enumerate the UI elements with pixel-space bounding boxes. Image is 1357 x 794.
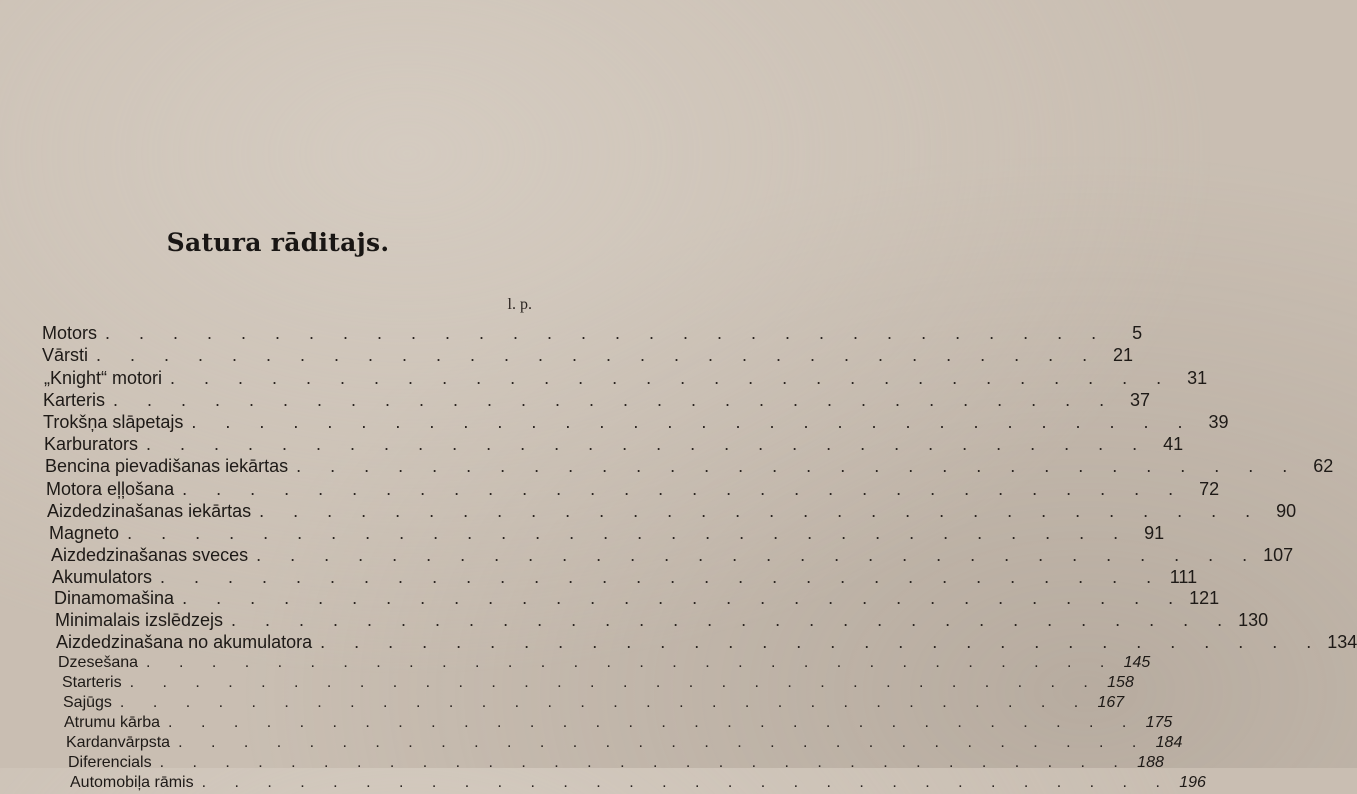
dot-leader: . . . . . . . . . . . . . . . . . . . . . . . . . . . . . .: [182, 588, 1186, 608]
toc-entry-label: Diferencials: [68, 754, 152, 771]
toc-entry: [51, 544, 1294, 566]
toc-entry-page: 188: [1137, 754, 1164, 771]
toc-entry-page: 111: [1169, 567, 1198, 587]
toc-entry-label: Starteris: [62, 674, 122, 691]
toc-entry-label: Karteris: [43, 390, 106, 410]
dot-leader: . . . . . . . . . . . . . . . . . . . . . . . . . . . . . .: [231, 610, 1235, 630]
toc-entry-page: 130: [1238, 610, 1269, 630]
toc-entry-label: Aizdedzinašanas iekārtas: [47, 501, 252, 521]
dot-leader: . . . . . . . . . . . . . . . . . . . . . . . . . . . . . .: [127, 523, 1131, 543]
dot-leader: . . . . . . . . . . . . . . . . . . . . . . . . . . . . . .: [96, 345, 1100, 365]
toc-entry: [56, 631, 1357, 653]
dot-leader: . . . . . . . . . . . . . . . . . . . . . . . . . . . . . .: [256, 545, 1260, 565]
dot-leader: . . . . . . . . . . . . . . . . . . . . . . . . . . . . . .: [170, 368, 1174, 388]
toc-entry-page: 121: [1189, 588, 1220, 608]
toc-entry-label: Sajūgs: [63, 694, 112, 711]
dot-leader: . . . . . . . . . . . . . . . . . . . . . . . . . . . . . .: [178, 734, 1149, 751]
toc-entry-page: 158: [1107, 674, 1134, 691]
toc-entry-label: Vārsti: [42, 345, 89, 365]
toc-entry-label: Karburators: [44, 434, 139, 454]
dot-leader: . . . . . . . . . . . . . . . . . . . . . . . . . . . . . .: [159, 754, 1130, 771]
toc-entry-label: Magneto: [49, 523, 120, 543]
page-column-header: l. p.: [507, 296, 532, 313]
dot-leader: . . . . . . . . . . . . . . . . . . . . . . . . . . . . . .: [160, 567, 1164, 587]
toc-entry-label: Motors: [42, 323, 98, 343]
toc-entry-label: Aizdedzinašanas sveces: [51, 545, 249, 565]
dot-leader: . . . . . . . . . . . . . . . . . . . . . . . . . . . . . .: [296, 456, 1300, 476]
toc-entry-page: 31: [1187, 368, 1208, 388]
toc-entry-label: Kardanvārpsta: [66, 734, 171, 751]
toc-entry: [43, 389, 1151, 411]
dot-leader: . . . . . . . . . . . . . . . . . . . . . . . . . . . . . .: [168, 714, 1139, 731]
toc-entry: [58, 652, 1151, 674]
toc-entry: [46, 478, 1220, 500]
toc-entry-label: Trokšņa slāpetajs: [43, 412, 184, 432]
toc-entry-page: 107: [1263, 545, 1294, 565]
toc-entry-page: 90: [1276, 501, 1297, 521]
toc-entry-label: Akumulators: [52, 567, 153, 587]
toc-entry: [63, 692, 1125, 714]
toc-entry-page: 175: [1145, 714, 1173, 731]
toc-entry: [42, 322, 1143, 344]
toc-entry-page: 91: [1144, 523, 1165, 543]
toc-entry: [44, 367, 1208, 389]
toc-entry-label: Aizdedzinašana no akumulatora: [56, 632, 313, 652]
toc-entry-label: Dzesešana: [58, 654, 139, 671]
dot-leader: . . . . . . . . . . . . . . . . . . . . . . . . . . . . . .: [201, 774, 1172, 791]
toc-entry-page: 5: [1132, 323, 1143, 343]
toc-entry: [55, 609, 1269, 631]
page-title: Satura rāditajs.: [166, 228, 390, 257]
toc-entry: [43, 411, 1229, 433]
dot-leader: . . . . . . . . . . . . . . . . . . . . . . . . . . . . . .: [182, 479, 1186, 499]
dot-leader: . . . . . . . . . . . . . . . . . . . . . . . . . . . . . .: [191, 412, 1195, 432]
toc-entry: [68, 752, 1164, 774]
dot-leader: . . . . . . . . . . . . . . . . . . . . . . . . . . . . . .: [105, 323, 1109, 343]
toc-entry-page: 196: [1179, 774, 1206, 791]
toc-entry-label: Motora eļļošana: [46, 479, 175, 499]
toc-entry: [45, 455, 1334, 477]
toc-entry: [66, 732, 1183, 754]
dot-leader: . . . . . . . . . . . . . . . . . . . . . . . . . . . . . .: [119, 694, 1091, 711]
toc-entry-page: 39: [1208, 412, 1229, 432]
dot-leader: . . . . . . . . . . . . . . . . . . . . . . . . . . . . . .: [320, 632, 1324, 652]
toc-entry-label: Atrumu kārba: [64, 714, 161, 731]
toc-entry-page: 37: [1130, 390, 1151, 410]
toc-entry: [54, 587, 1220, 609]
toc-entry-page: 167: [1097, 694, 1125, 711]
toc-entry-label: „Knight“ motori: [44, 368, 163, 388]
toc-entry-page: 145: [1123, 654, 1151, 671]
toc-entry: [62, 672, 1134, 694]
dot-leader: . . . . . . . . . . . . . . . . . . . . . . . . . . . . . .: [129, 674, 1100, 691]
toc-entry: [47, 500, 1297, 522]
dot-leader: . . . . . . . . . . . . . . . . . . . . . . . . . . . . . .: [146, 434, 1150, 454]
toc-entry-page: 72: [1199, 479, 1220, 499]
toc-entry-page: 62: [1313, 456, 1334, 476]
toc-entry-page: 134: [1327, 632, 1357, 652]
toc-entry: [42, 344, 1134, 366]
toc-entry: [49, 522, 1165, 544]
toc-entry-label: Minimalais izslēdzejs: [55, 610, 224, 630]
dot-leader: . . . . . . . . . . . . . . . . . . . . . . . . . . . . . .: [146, 654, 1117, 671]
toc-entry-page: 21: [1113, 345, 1134, 365]
toc-entry-label: Dinamomašina: [54, 588, 175, 608]
toc-entry: [64, 712, 1173, 734]
toc-entry-label: Bencina pievadišanas iekārtas: [45, 456, 289, 476]
toc-entry: [52, 566, 1198, 588]
dot-leader: . . . . . . . . . . . . . . . . . . . . . . . . . . . . . .: [113, 390, 1117, 410]
toc-entry-page: 184: [1155, 734, 1183, 751]
toc-entry-page: 41: [1163, 434, 1184, 454]
toc-entry: [44, 433, 1184, 455]
toc-entry-label: Automobiļa rāmis: [70, 774, 194, 791]
toc-entry: [70, 772, 1206, 794]
dot-leader: . . . . . . . . . . . . . . . . . . . . . . . . . . . . . .: [259, 501, 1263, 521]
